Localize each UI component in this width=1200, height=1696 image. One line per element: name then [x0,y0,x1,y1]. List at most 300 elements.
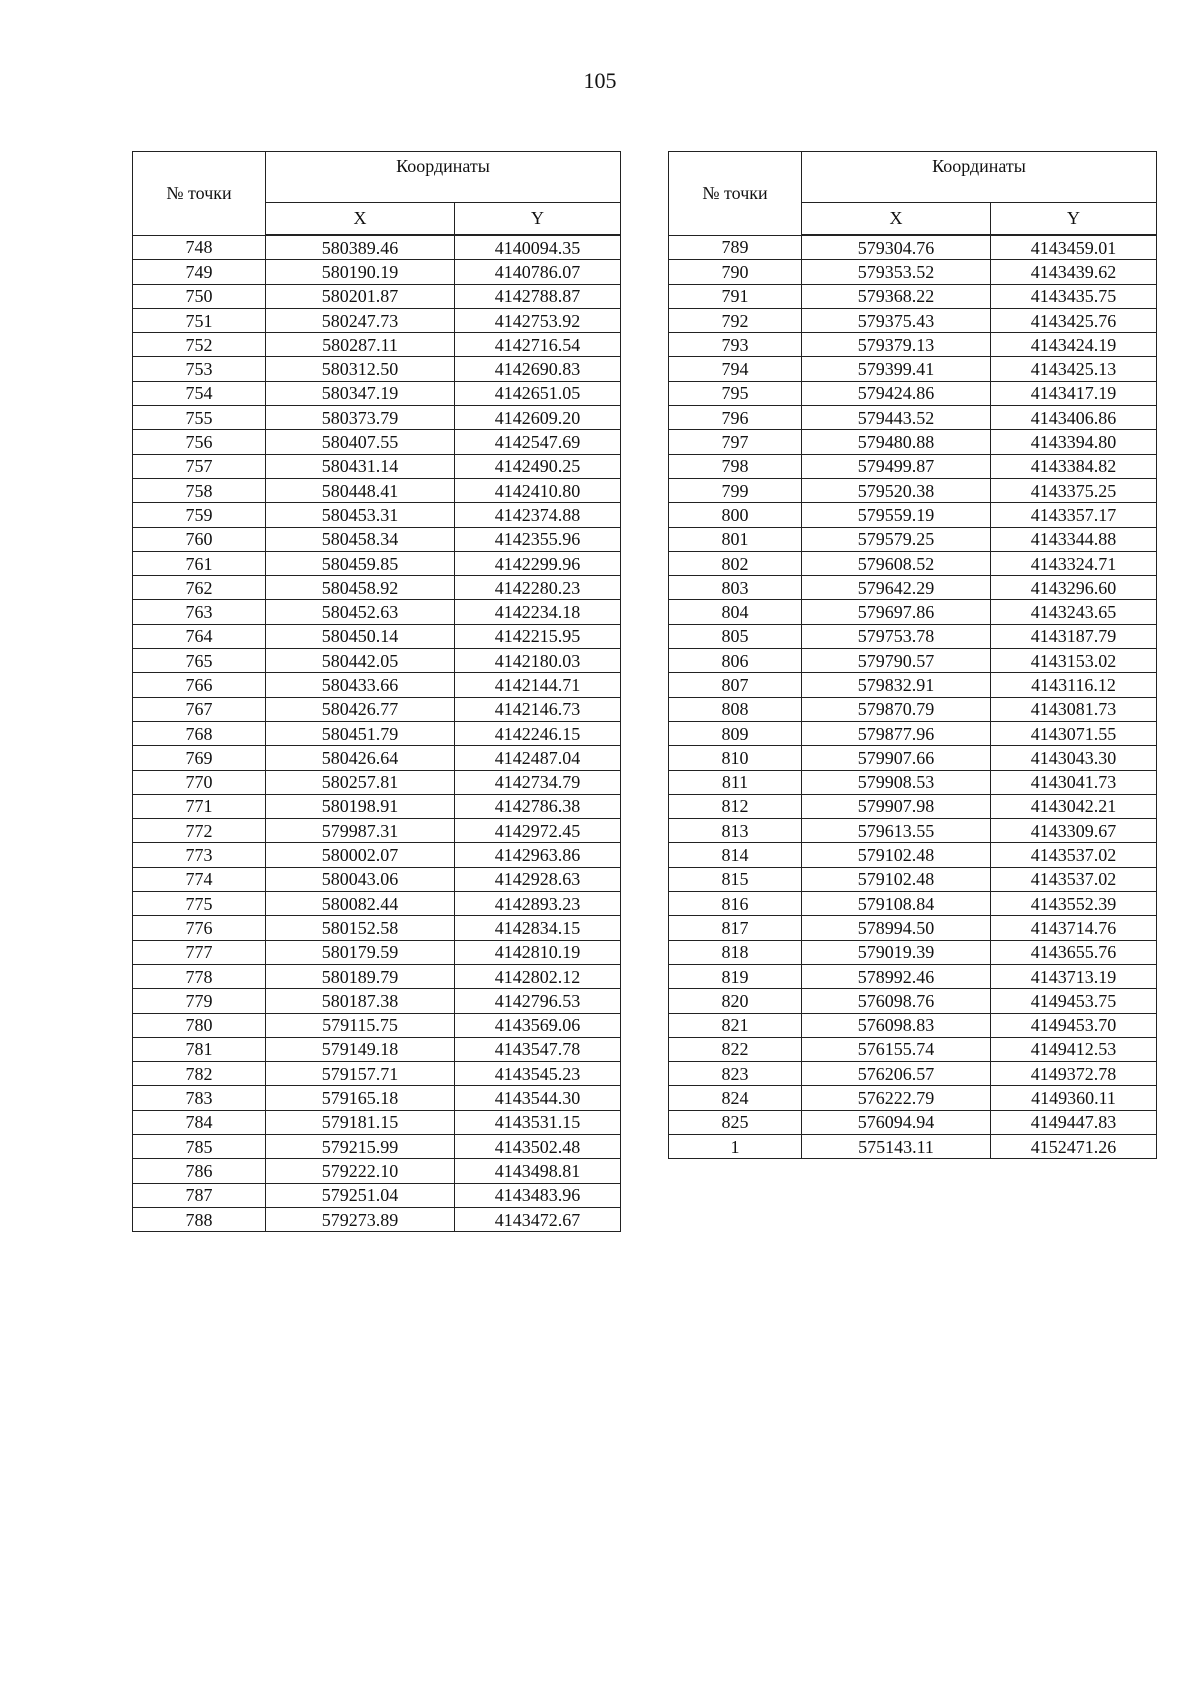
y-coordinate-cell: 4143552.39 [991,892,1157,916]
point-number-cell: 822 [669,1037,802,1061]
point-number-cell: 772 [133,819,266,843]
x-coordinate-cell: 579987.31 [266,819,455,843]
point-number-cell: 766 [133,673,266,697]
table-row [133,819,621,843]
x-coordinate-cell: 580043.06 [266,867,455,891]
point-number-cell: 796 [669,406,802,430]
y-coordinate-cell: 4140094.35 [455,235,621,260]
table-row [133,989,621,1013]
x-coordinate-cell: 579368.22 [802,284,991,308]
y-coordinate-cell: 4143545.23 [455,1062,621,1086]
table-row [669,478,1157,502]
point-number-cell: 758 [133,478,266,502]
x-coordinate-cell: 575143.11 [802,1134,991,1158]
x-coordinate-cell: 579165.18 [266,1086,455,1110]
point-number-cell: 783 [133,1086,266,1110]
point-number-cell: 803 [669,576,802,600]
point-number-cell: 806 [669,649,802,673]
table-row [133,770,621,794]
x-coordinate-cell: 578992.46 [802,964,991,988]
point-number-cell: 750 [133,284,266,308]
table-row [133,576,621,600]
y-coordinate-cell: 4143472.67 [455,1207,621,1231]
x-coordinate-cell: 580407.55 [266,430,455,454]
y-coordinate-cell: 4143417.19 [991,381,1157,405]
point-number-cell: 754 [133,381,266,405]
point-number-cell: 770 [133,770,266,794]
point-number-cell: 785 [133,1134,266,1158]
y-coordinate-cell: 4143459.01 [991,235,1157,260]
table-row [133,624,621,648]
y-coordinate-cell: 4143394.80 [991,430,1157,454]
x-coordinate-cell: 580448.41 [266,478,455,502]
x-coordinate-cell: 579273.89 [266,1207,455,1231]
x-coordinate-cell: 579251.04 [266,1183,455,1207]
y-coordinate-cell: 4142355.96 [455,527,621,551]
x-coordinate-cell: 579149.18 [266,1037,455,1061]
y-coordinate-cell: 4143041.73 [991,770,1157,794]
y-coordinate-cell: 4143425.76 [991,308,1157,332]
x-coordinate-cell: 579115.75 [266,1013,455,1037]
table-row [133,454,621,478]
table-row [133,503,621,527]
point-number-cell: 807 [669,673,802,697]
x-coordinate-cell: 579697.86 [802,600,991,624]
y-coordinate-cell: 4142234.18 [455,600,621,624]
table-row [133,1134,621,1158]
table-row [669,1013,1157,1037]
point-number-cell: 781 [133,1037,266,1061]
point-number-cell: 776 [133,916,266,940]
table-row [669,333,1157,357]
point-number-cell: 762 [133,576,266,600]
table-row [669,867,1157,891]
table-row [669,843,1157,867]
point-number-cell: 819 [669,964,802,988]
point-number-cell: 813 [669,819,802,843]
y-coordinate-cell: 4143153.02 [991,649,1157,673]
x-coordinate-cell: 579579.25 [802,527,991,551]
table-row [669,551,1157,575]
y-coordinate-cell: 4142374.88 [455,503,621,527]
x-coordinate-cell: 579215.99 [266,1134,455,1158]
coordinates-table-right [668,151,1157,1159]
y-coordinate-cell: 4143435.75 [991,284,1157,308]
y-coordinate-cell: 4149360.11 [991,1086,1157,1110]
y-coordinate-cell: 4149447.83 [991,1110,1157,1134]
y-coordinate-cell: 4143537.02 [991,843,1157,867]
point-number-cell: 793 [669,333,802,357]
point-number-cell: 748 [133,235,266,260]
x-coordinate-cell: 579870.79 [802,697,991,721]
table-row [133,551,621,575]
coordinates-header: Координаты [266,152,621,203]
table-row [133,1159,621,1183]
table-row [669,1062,1157,1086]
table-row [669,746,1157,770]
y-coordinate-cell: 4142786.38 [455,794,621,818]
table-row [669,503,1157,527]
table-row [133,867,621,891]
point-number-cell: 798 [669,454,802,478]
point-number-cell: 791 [669,284,802,308]
x-coordinate-cell: 580312.50 [266,357,455,381]
point-number-cell: 774 [133,867,266,891]
table-row [669,527,1157,551]
point-number-cell: 804 [669,600,802,624]
coordinates-table-left [132,151,621,1232]
table-row [669,600,1157,624]
point-number-cell: 811 [669,770,802,794]
y-coordinate-cell: 4143537.02 [991,867,1157,891]
y-coordinate-cell: 4142753.92 [455,308,621,332]
point-number-cell: 794 [669,357,802,381]
point-number-cell: 823 [669,1062,802,1086]
x-coordinate-cell: 579908.53 [802,770,991,794]
table-row [133,430,621,454]
point-number-cell: 814 [669,843,802,867]
y-coordinate-cell: 4142246.15 [455,721,621,745]
table-row [133,284,621,308]
point-number-cell: 795 [669,381,802,405]
point-number-cell: 777 [133,940,266,964]
y-coordinate-cell: 4142796.53 [455,989,621,1013]
point-number-cell: 799 [669,478,802,502]
point-number-cell: 778 [133,964,266,988]
table-row [669,964,1157,988]
table-row [133,308,621,332]
x-coordinate-cell: 579753.78 [802,624,991,648]
y-coordinate-cell: 4143375.25 [991,478,1157,502]
x-coordinate-cell: 580389.46 [266,235,455,260]
table-row [669,819,1157,843]
x-coordinate-cell: 578994.50 [802,916,991,940]
point-number-cell: 801 [669,527,802,551]
table-row [669,673,1157,697]
y-coordinate-cell: 4143655.76 [991,940,1157,964]
y-coordinate-cell: 4143357.17 [991,503,1157,527]
x-coordinate-cell: 579443.52 [802,406,991,430]
table-row [133,746,621,770]
point-number-cell: 809 [669,721,802,745]
y-coordinate-cell: 4142893.23 [455,892,621,916]
x-coordinate-cell: 579907.66 [802,746,991,770]
x-coordinate-cell: 580452.63 [266,600,455,624]
point-number-cell: 779 [133,989,266,1013]
y-coordinate-cell: 4143713.19 [991,964,1157,988]
x-coordinate-cell: 576222.79 [802,1086,991,1110]
point-number-cell: 759 [133,503,266,527]
point-number-cell: 792 [669,308,802,332]
point-number-header: № точки [133,152,266,236]
x-coordinate-cell: 579520.38 [802,478,991,502]
y-coordinate-cell: 4143187.79 [991,624,1157,648]
y-coordinate-cell: 4143531.15 [455,1110,621,1134]
x-coordinate-cell: 579613.55 [802,819,991,843]
y-coordinate-cell: 4143544.30 [455,1086,621,1110]
point-number-cell: 771 [133,794,266,818]
table-row [669,357,1157,381]
x-coordinate-cell: 580187.38 [266,989,455,1013]
table-row [133,843,621,867]
table-row [669,284,1157,308]
y-coordinate-cell: 4143081.73 [991,697,1157,721]
y-coordinate-cell: 4143502.48 [455,1134,621,1158]
point-number-cell: 763 [133,600,266,624]
point-number-cell: 790 [669,260,802,284]
y-coordinate-cell: 4142972.45 [455,819,621,843]
table-row [133,1207,621,1231]
x-coordinate-cell: 579877.96 [802,721,991,745]
table-row [133,673,621,697]
point-number-cell: 824 [669,1086,802,1110]
table-row [669,794,1157,818]
point-number-cell: 773 [133,843,266,867]
table-row [133,406,621,430]
table-row [133,916,621,940]
table-row [669,892,1157,916]
x-coordinate-cell: 580373.79 [266,406,455,430]
table-row [669,454,1157,478]
y-coordinate-cell: 4140786.07 [455,260,621,284]
y-header: Y [991,203,1157,236]
table-row [133,381,621,405]
point-number-cell: 765 [133,649,266,673]
x-coordinate-cell: 579181.15 [266,1110,455,1134]
y-coordinate-cell: 4143424.19 [991,333,1157,357]
x-coordinate-cell: 580347.19 [266,381,455,405]
table-row [669,697,1157,721]
x-coordinate-cell: 579790.57 [802,649,991,673]
x-coordinate-cell: 580189.79 [266,964,455,988]
point-number-cell: 805 [669,624,802,648]
point-number-cell: 753 [133,357,266,381]
x-coordinate-cell: 579102.48 [802,867,991,891]
x-header: X [802,203,991,236]
y-header: Y [455,203,621,236]
point-number-cell: 757 [133,454,266,478]
table-row [133,940,621,964]
table-row [133,478,621,502]
coordinates-header: Координаты [802,152,1157,203]
y-coordinate-cell: 4143498.81 [455,1159,621,1183]
point-number-cell: 767 [133,697,266,721]
point-number-cell: 780 [133,1013,266,1037]
y-coordinate-cell: 4142716.54 [455,333,621,357]
x-coordinate-cell: 580426.77 [266,697,455,721]
point-number-cell: 786 [133,1159,266,1183]
y-coordinate-cell: 4143483.96 [455,1183,621,1207]
table-row [669,308,1157,332]
x-coordinate-cell: 579019.39 [802,940,991,964]
x-header: X [266,203,455,236]
y-coordinate-cell: 4142490.25 [455,454,621,478]
table-row [133,1086,621,1110]
y-coordinate-cell: 4143439.62 [991,260,1157,284]
y-coordinate-cell: 4142651.05 [455,381,621,405]
x-coordinate-cell: 580201.87 [266,284,455,308]
y-coordinate-cell: 4142690.83 [455,357,621,381]
y-coordinate-cell: 4142487.04 [455,746,621,770]
point-number-cell: 1 [669,1134,802,1158]
x-coordinate-cell: 580442.05 [266,649,455,673]
table-row [669,721,1157,745]
x-coordinate-cell: 579157.71 [266,1062,455,1086]
x-coordinate-cell: 579379.13 [802,333,991,357]
point-number-cell: 808 [669,697,802,721]
x-coordinate-cell: 579480.88 [802,430,991,454]
y-coordinate-cell: 4142547.69 [455,430,621,454]
y-coordinate-cell: 4143344.88 [991,527,1157,551]
x-coordinate-cell: 579907.98 [802,794,991,818]
point-number-cell: 789 [669,235,802,260]
x-coordinate-cell: 579304.76 [802,235,991,260]
point-number-cell: 782 [133,1062,266,1086]
y-coordinate-cell: 4143243.65 [991,600,1157,624]
table-row [669,916,1157,940]
table-row [133,794,621,818]
y-coordinate-cell: 4143309.67 [991,819,1157,843]
y-coordinate-cell: 4149453.70 [991,1013,1157,1037]
y-coordinate-cell: 4142410.80 [455,478,621,502]
x-coordinate-cell: 580426.64 [266,746,455,770]
table-row [133,1110,621,1134]
point-number-cell: 752 [133,333,266,357]
y-coordinate-cell: 4142144.71 [455,673,621,697]
table-row [669,624,1157,648]
x-coordinate-cell: 579375.43 [802,308,991,332]
y-coordinate-cell: 4142609.20 [455,406,621,430]
x-coordinate-cell: 580453.31 [266,503,455,527]
y-coordinate-cell: 4142788.87 [455,284,621,308]
x-coordinate-cell: 576098.83 [802,1013,991,1037]
x-coordinate-cell: 579832.91 [802,673,991,697]
table-row [133,600,621,624]
point-number-cell: 749 [133,260,266,284]
table-row [669,1134,1157,1158]
x-coordinate-cell: 580152.58 [266,916,455,940]
table-row [133,235,621,260]
x-coordinate-cell: 579559.19 [802,503,991,527]
table-row [669,576,1157,600]
table-row [669,235,1157,260]
x-coordinate-cell: 580257.81 [266,770,455,794]
table-row [669,1110,1157,1134]
x-coordinate-cell: 580431.14 [266,454,455,478]
y-coordinate-cell: 4142280.23 [455,576,621,600]
point-number-cell: 788 [133,1207,266,1231]
table-row [669,649,1157,673]
y-coordinate-cell: 4142834.15 [455,916,621,940]
y-coordinate-cell: 4143406.86 [991,406,1157,430]
x-coordinate-cell: 576155.74 [802,1037,991,1061]
point-number-cell: 764 [133,624,266,648]
point-number-cell: 821 [669,1013,802,1037]
y-coordinate-cell: 4142928.63 [455,867,621,891]
point-number-cell: 755 [133,406,266,430]
point-number-cell: 784 [133,1110,266,1134]
point-number-cell: 756 [133,430,266,454]
x-coordinate-cell: 580433.66 [266,673,455,697]
x-coordinate-cell: 580450.14 [266,624,455,648]
y-coordinate-cell: 4142963.86 [455,843,621,867]
y-coordinate-cell: 4149372.78 [991,1062,1157,1086]
y-coordinate-cell: 4152471.26 [991,1134,1157,1158]
x-coordinate-cell: 580247.73 [266,308,455,332]
point-number-cell: 769 [133,746,266,770]
y-coordinate-cell: 4142810.19 [455,940,621,964]
table-row [133,1013,621,1037]
table-row [133,964,621,988]
x-coordinate-cell: 580190.19 [266,260,455,284]
y-coordinate-cell: 4143116.12 [991,673,1157,697]
table-row [133,892,621,916]
y-coordinate-cell: 4143547.78 [455,1037,621,1061]
table-row [133,527,621,551]
point-number-cell: 818 [669,940,802,964]
x-coordinate-cell: 579499.87 [802,454,991,478]
table-row [133,721,621,745]
point-number-cell: 802 [669,551,802,575]
table-row [133,1037,621,1061]
y-coordinate-cell: 4149453.75 [991,989,1157,1013]
point-number-cell: 815 [669,867,802,891]
x-coordinate-cell: 579642.29 [802,576,991,600]
y-coordinate-cell: 4143384.82 [991,454,1157,478]
point-number-cell: 787 [133,1183,266,1207]
point-number-cell: 760 [133,527,266,551]
x-coordinate-cell: 580451.79 [266,721,455,745]
x-coordinate-cell: 580459.85 [266,551,455,575]
x-coordinate-cell: 580198.91 [266,794,455,818]
point-number-cell: 768 [133,721,266,745]
table-body [133,235,621,1232]
x-coordinate-cell: 579424.86 [802,381,991,405]
x-coordinate-cell: 579222.10 [266,1159,455,1183]
table-row [669,381,1157,405]
y-coordinate-cell: 4143042.21 [991,794,1157,818]
y-coordinate-cell: 4142734.79 [455,770,621,794]
x-coordinate-cell: 580458.34 [266,527,455,551]
point-number-cell: 810 [669,746,802,770]
point-number-header: № точки [669,152,802,236]
point-number-cell: 751 [133,308,266,332]
y-coordinate-cell: 4143043.30 [991,746,1157,770]
point-number-cell: 825 [669,1110,802,1134]
table-row [669,1037,1157,1061]
table-row [669,1086,1157,1110]
table-row [133,1062,621,1086]
x-coordinate-cell: 579102.48 [802,843,991,867]
y-coordinate-cell: 4142299.96 [455,551,621,575]
x-coordinate-cell: 579108.84 [802,892,991,916]
y-coordinate-cell: 4143425.13 [991,357,1157,381]
table-row [669,430,1157,454]
x-coordinate-cell: 580287.11 [266,333,455,357]
x-coordinate-cell: 580082.44 [266,892,455,916]
table-row [133,260,621,284]
x-coordinate-cell: 576206.57 [802,1062,991,1086]
point-number-cell: 820 [669,989,802,1013]
table-row [669,989,1157,1013]
point-number-cell: 761 [133,551,266,575]
x-coordinate-cell: 579353.52 [802,260,991,284]
y-coordinate-cell: 4149412.53 [991,1037,1157,1061]
table-row [669,260,1157,284]
table-body [669,235,1157,1159]
y-coordinate-cell: 4142215.95 [455,624,621,648]
x-coordinate-cell: 580179.59 [266,940,455,964]
